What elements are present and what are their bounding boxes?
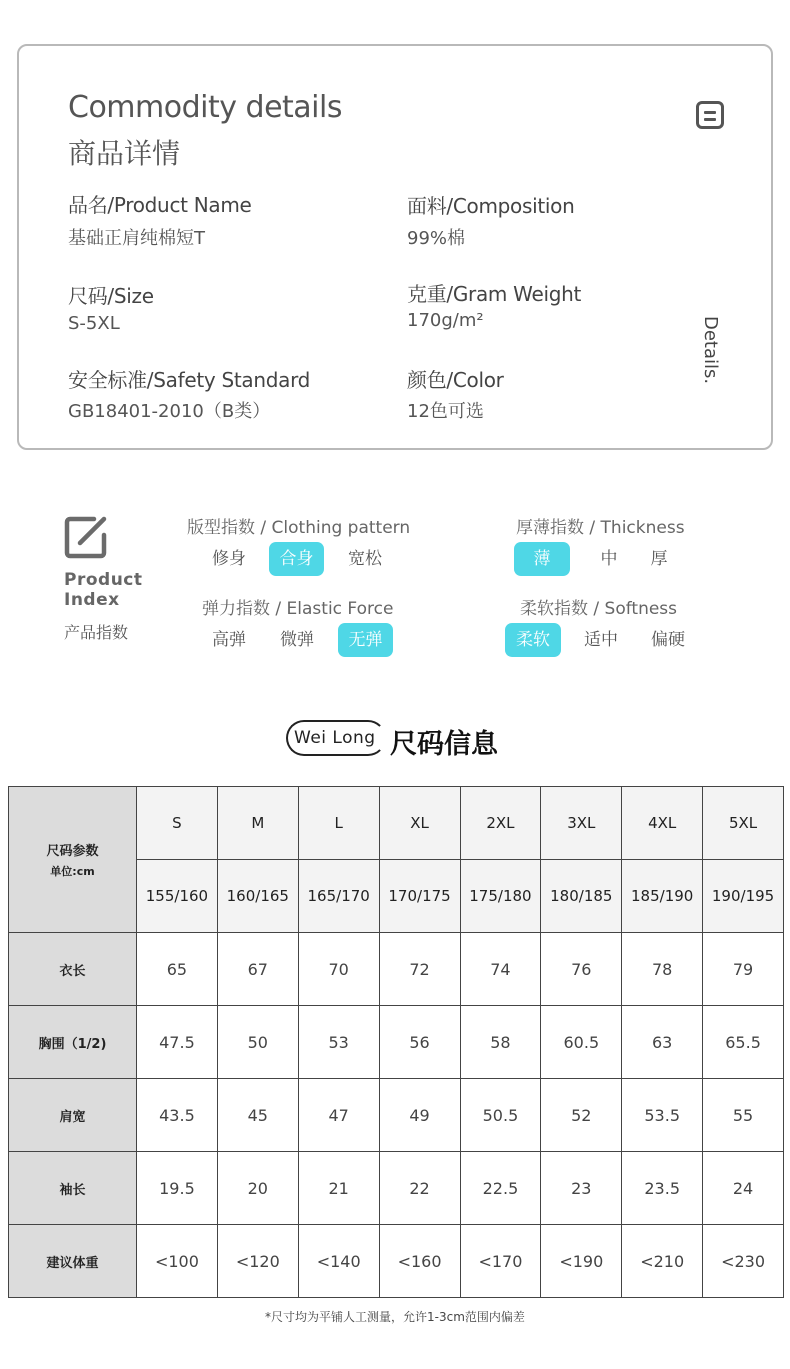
table-cell: 78 <box>622 933 703 1006</box>
color-label: 颜色/Color <box>407 368 504 392</box>
size-code: 3XL <box>541 787 622 860</box>
table-cell: <120 <box>217 1225 298 1298</box>
thickness-option-selected: 薄 <box>514 542 570 576</box>
edit-icon <box>64 515 110 559</box>
table-cell: 60.5 <box>541 1006 622 1079</box>
table-cell: 22 <box>379 1152 460 1225</box>
table-cell: 49 <box>379 1079 460 1152</box>
softness-option: 偏硬 <box>651 630 685 650</box>
table-cell: 21 <box>298 1152 379 1225</box>
details-title-cn: 商品详情 <box>68 137 181 170</box>
size-info-title: 尺码信息 <box>390 729 498 760</box>
composition-value: 99%棉 <box>407 228 466 249</box>
height-range: 180/185 <box>541 860 622 933</box>
table-row <box>9 1225 784 1298</box>
table-cell: 79 <box>703 933 784 1006</box>
clothing-pattern-option: 修身 <box>212 549 246 569</box>
table-cell: 22.5 <box>460 1152 541 1225</box>
table-cell: 72 <box>379 933 460 1006</box>
size-code: L <box>298 787 379 860</box>
size-code: 2XL <box>460 787 541 860</box>
table-cell: 58 <box>460 1006 541 1079</box>
table-cell: 52 <box>541 1079 622 1152</box>
table-cell: 53 <box>298 1006 379 1079</box>
table-cell: 76 <box>541 933 622 1006</box>
row-label: 肩宽 <box>9 1079 137 1152</box>
table-cell: <160 <box>379 1225 460 1298</box>
height-range: 160/165 <box>217 860 298 933</box>
row-label: 衣长 <box>9 933 137 1006</box>
table-row <box>9 1152 784 1225</box>
height-range: 175/180 <box>460 860 541 933</box>
size-code: S <box>137 787 218 860</box>
table-cell: 74 <box>460 933 541 1006</box>
measurement-footnote: *尺寸均为平铺人工测量，允许1-3cm范围内偏差 <box>265 1310 525 1324</box>
elastic-force-option: 微弹 <box>280 630 314 650</box>
details-vertical-label: Details. <box>700 316 721 385</box>
size-header-row <box>9 787 784 860</box>
size-code: M <box>217 787 298 860</box>
clothing-pattern-title: 版型指数 / Clothing pattern <box>187 518 411 538</box>
table-row <box>9 1006 784 1079</box>
elastic-force-title: 弹力指数 / Elastic Force <box>202 599 394 619</box>
row-label: 建议体重 <box>9 1225 137 1298</box>
gram-weight-value: 170g/m² <box>407 310 484 331</box>
table-cell: 45 <box>217 1079 298 1152</box>
clothing-pattern-option-selected: 合身 <box>269 542 324 576</box>
table-cell: <170 <box>460 1225 541 1298</box>
elastic-force-option: 高弹 <box>212 630 246 650</box>
table-cell: 53.5 <box>622 1079 703 1152</box>
softness-title: 柔软指数 / Softness <box>520 599 678 619</box>
softness-option: 适中 <box>584 630 618 650</box>
table-cell: 23 <box>541 1152 622 1225</box>
table-cell: 47.5 <box>137 1006 218 1079</box>
table-cell: 23.5 <box>622 1152 703 1225</box>
clothing-pattern-option: 宽松 <box>348 549 382 569</box>
table-cell: 50.5 <box>460 1079 541 1152</box>
table-cell: 55 <box>703 1079 784 1152</box>
table-cell: <100 <box>137 1225 218 1298</box>
table-row <box>9 1079 784 1152</box>
size-label: 尺码/Size <box>68 284 154 308</box>
commodity-details-card <box>17 44 773 450</box>
table-cell: 56 <box>379 1006 460 1079</box>
table-cell: 65 <box>137 933 218 1006</box>
row-label: 胸围（1/2) <box>9 1006 137 1079</box>
elastic-force-option-selected: 无弹 <box>338 623 393 657</box>
brand-name: Wei Long <box>294 728 376 748</box>
height-range: 165/170 <box>298 860 379 933</box>
color-value: 12色可选 <box>407 401 484 422</box>
thickness-title: 厚薄指数 / Thickness <box>516 518 685 538</box>
table-cell: 24 <box>703 1152 784 1225</box>
product-name-value: 基础正肩纯棉短T <box>68 228 205 249</box>
height-range: 170/175 <box>379 860 460 933</box>
size-corner-cell <box>9 787 137 933</box>
table-cell: 47 <box>298 1079 379 1152</box>
table-cell: 65.5 <box>703 1006 784 1079</box>
table-cell: 67 <box>217 933 298 1006</box>
height-range: 190/195 <box>703 860 784 933</box>
size-code: 4XL <box>622 787 703 860</box>
safety-standard-value: GB18401-2010（B类） <box>68 401 271 422</box>
product-index-title-cn: 产品指数 <box>64 623 129 642</box>
size-code: XL <box>379 787 460 860</box>
height-range: 155/160 <box>137 860 218 933</box>
table-cell: <230 <box>703 1225 784 1298</box>
size-code: 5XL <box>703 787 784 860</box>
table-row <box>9 933 784 1006</box>
table-cell: <190 <box>541 1225 622 1298</box>
composition-label: 面料/Composition <box>407 194 575 218</box>
table-cell: 43.5 <box>137 1079 218 1152</box>
table-cell: 20 <box>217 1152 298 1225</box>
gram-weight-label: 克重/Gram Weight <box>407 282 582 306</box>
thickness-option: 中 <box>600 549 618 569</box>
safety-standard-label: 安全标准/Safety Standard <box>68 368 311 392</box>
row-label: 袖长 <box>9 1152 137 1225</box>
softness-option-selected: 柔软 <box>505 623 561 657</box>
table-cell: <140 <box>298 1225 379 1298</box>
product-index-title-en: Product Index <box>64 570 143 610</box>
corner-main-label: 尺码参数 <box>46 844 99 859</box>
product-name-label: 品名/Product Name <box>68 193 252 217</box>
table-cell: 70 <box>298 933 379 1006</box>
size-value: S-5XL <box>68 313 120 334</box>
corner-unit-label: 单位:cm <box>50 865 95 878</box>
size-table <box>8 786 784 1298</box>
table-cell: 19.5 <box>137 1152 218 1225</box>
table-cell: 50 <box>217 1006 298 1079</box>
thickness-option: 厚 <box>650 549 668 569</box>
height-range: 185/190 <box>622 860 703 933</box>
table-cell: 63 <box>622 1006 703 1079</box>
details-title-en: Commodity details <box>68 90 342 125</box>
table-cell: <210 <box>622 1225 703 1298</box>
menu-icon <box>696 101 724 129</box>
